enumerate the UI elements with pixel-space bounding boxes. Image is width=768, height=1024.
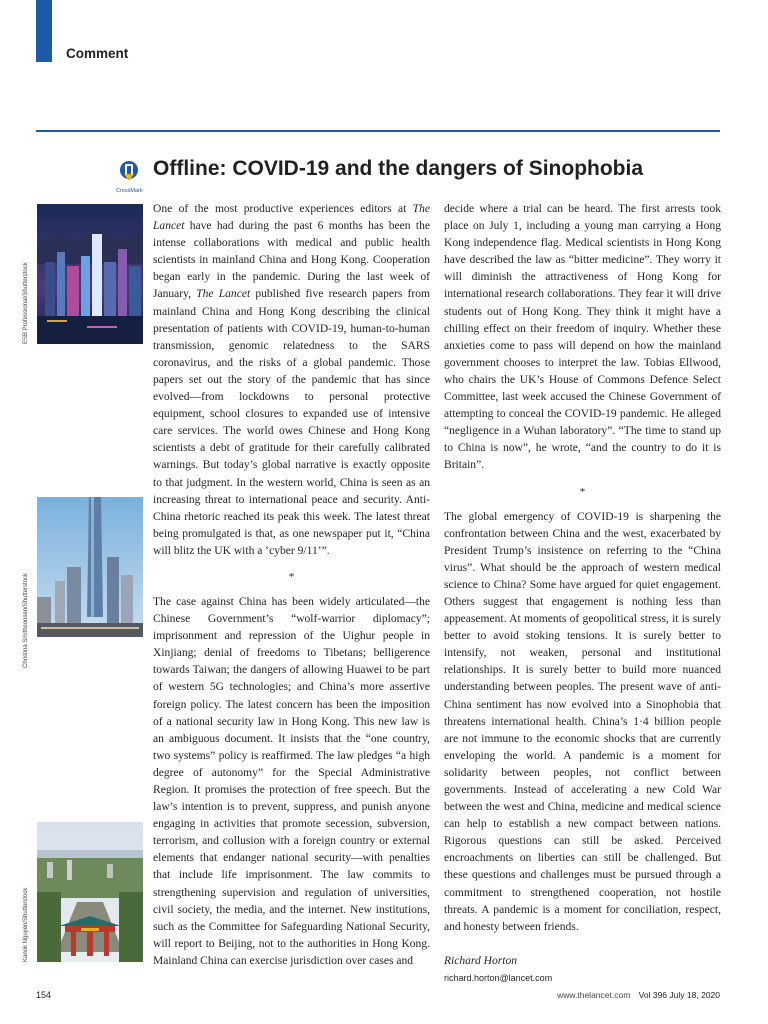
- journal-name: The Lancet: [196, 288, 251, 301]
- section-separator: *: [579, 485, 586, 498]
- journal-name: The Lancet: [153, 203, 430, 233]
- paragraph-2-part-1: [153, 594, 430, 970]
- photo-credit-1: ESB Professional/Shutterstock: [23, 262, 29, 344]
- volume: Vol 396: [638, 990, 668, 1000]
- page-number: 154: [36, 990, 52, 1000]
- author-name: Richard Horton: [444, 954, 518, 967]
- photo-hong-kong-skyline: [37, 204, 143, 344]
- photo-credit-3: Kanok Nguyen/Shutterstock: [23, 887, 29, 962]
- paragraph-1: One of the most productive experiences editors at The Lancet have had during the past 6 months has been the intense collaborations with medical and public health scientists in mainland China and Hong Kong. Cooperation began early in the pandemic. During the last week of January, The Lancet published five research papers from mainland China and Hong Kong describing the clinical presentation of patients with COVID-19, human-to-human transmission, genomic relatedness to the SARS coronavirus, and the risks of a global pandemic. Those papers set out the story of the pandemic that has since evolved—from lockdowns to personal protective equipment, school closures to expanded use of intensive care services. The world owes Chinese and Hong Kong scientists a debt of gratitude for their carefully calibrated warnings. But today’s global narrative is exactly opposite to that judgment. In the western world, China is seen as an increasing threat to international peace and security. Anti-China rhetoric reached its peak this week. The latest threat being promulgated is that, as one newspaper put it, “China will blitz the UK with a ‘cyber 9/11’”.: [153, 203, 430, 557]
- section-color-bar: [36, 0, 52, 62]
- footer-citation: [557, 990, 720, 1000]
- crossmark-badge[interactable]: [116, 160, 142, 194]
- issue-date: July 18, 2020: [669, 990, 720, 1000]
- paragraph-2-text: The case against China has been widely articulated—the Chinese Government’s “wolf-warrior diplomacy”; imprisonment and repression of the Uighur people in Xinjiang; denial of freedoms to Tibetans; belligerence towards Taiwan; the dangers of allowing Huawei to be part of western 5G technologies; and China’s more assertive foreign policy. The latest concern has been the imposition of a national security law in Hong Kong. This new law is an ambiguous document. It insists that the “one country, two systems” policy is reaffirmed. The law pledges “a high degree of autonomy” for the Special Administrative Region. It promises the protection of free speech. But the law’s intention is to prevent, suppress, and punish anyone engaging in activities that promote secession, subversion, terrorism, and collusion with a foreign country or external elements that endanger national security—with penalties that include life imprisonment. The law commits to strengthening supervision and regulation of universities, civil society, the media, and the internet. New institutions, such as the Committee for Safeguarding National Security, will report to Beijing, not to the authorities in Hong Kong. Mainland China can exercise jurisdiction over cases and: [153, 595, 430, 967]
- paragraph-3: The global emergency of COVID-19 is sharpening the confrontation between China and the west, exacerbated by President Trump’s insistence on referring to the “China virus”. What should be the approach of western medical science to China? Some have argued for quiet engagement. Others suggest that engagement is nothing less than appeasement. At moments of geopolitical stress, it is surely better to avoid stoking tensions. It is surely better to intensify, not weaken, personal and institutional relationships. It is surely better to build more nuanced understanding between peoples. The present wave of anti-China sentiment has now evolved into a Sinophobia that threatens international health. China’s 1·4 billion people are not immune to the economic shocks that are currently enveloping the world. A pandemic is a moment for solidarity between peoples, not conflict between governments. Instead of accelerating a new Cold War between the west and China, medicine and medical science can help to establish a new compact between nations. Rigorous questions can still be asked. Perceived encroachments on liberties can still be challenged. But these questions and challenges must be pursued through a commitment to strengthened cooperation, not hostile threats. A pandemic is a moment for conciliation, respect, and honesty between friends.: [444, 510, 721, 933]
- section-separator: *: [288, 570, 295, 583]
- section-label: Comment: [66, 46, 129, 61]
- article-column-left: [153, 201, 430, 970]
- journal-url[interactable]: www.thelancet.com: [557, 990, 631, 1000]
- paragraph-2-continued: decide where a trial can be heard. The first arrests took place on July 1, including a young man carrying a Hong Kong independence flag. Medical scientists in Hong Kong have described the law as “bitter medicine”. They worry it will diminish the attractiveness of Hong Kong for international research collaborations. They fear it will drive students out of Hong Kong. They think it might have a chilling effect on their freedom of inquiry. Whether these anxieties come to pass will depend on how the mainland government chooses to interpret the law. Tobias Ellwood, who chairs the UK’s House of Commons Defence Select Committee, last week accused the Chinese Government of attempting to conceal the COVID-19 pandemic. He alleged “negligence in a Wuhan laboratory”. “The time to stand up to China is now”, he wrote, “and the country to do it is Britain”.: [444, 203, 721, 472]
- header-rule: [36, 130, 720, 132]
- article-title: Offline: COVID-19 and the dangers of Sinophobia: [153, 157, 644, 180]
- author-email[interactable]: richard.horton@lancet.com: [444, 972, 553, 983]
- photo-credit-2: Christina Smithsonsen/Shutterstock: [23, 572, 29, 668]
- crossmark-icon: [119, 160, 139, 182]
- photo-chinese-gate: [37, 822, 143, 962]
- photo-beijing-towers: [37, 497, 143, 637]
- article-column-right: [444, 201, 721, 987]
- crossmark-label: CrossMark: [116, 188, 143, 194]
